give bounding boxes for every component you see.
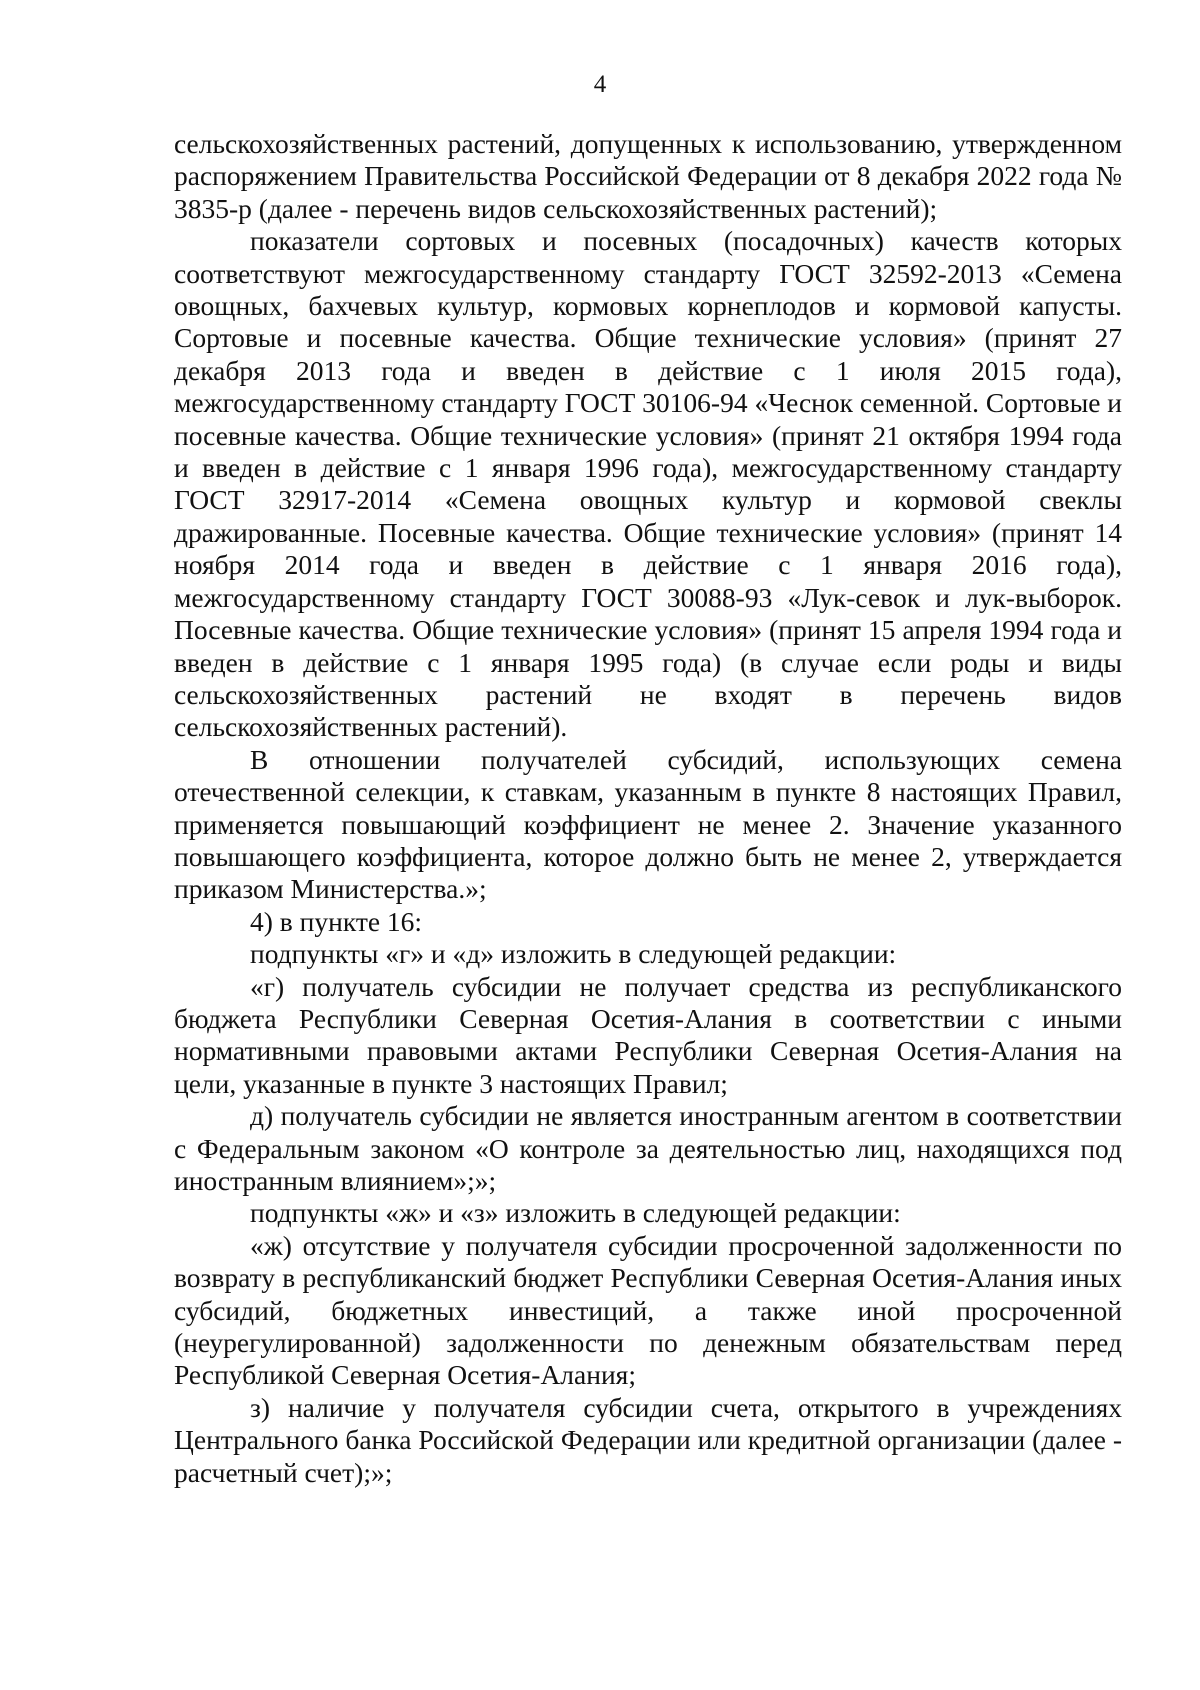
paragraph-subitem-zh: «ж) отсутствие у получателя субсидии просроченной задолженности по возврату в республиканский бюджет Республики Северная Осетия-Алания иных субсидий, бюджетных инвестиций, а также иной просроченной (неурегулированной) задолженности по денежным обязательствам перед Республикой Северная Осетия-Алания; [174, 1229, 1122, 1391]
paragraph-quality-indicators: показатели сортовых и посевных (посадочных) качеств которых соответствуют межгосударственному стандарту ГОСТ 32592-2013 «Семена овощных, бахчевых культур, кормовых корнеплодов и кормовой капусты. Сортовые и посевные качества. Общие технические условия» (принят 27 декабря 2013 года и введен в действие с 1 июля 2015 года), межгосударственному стандарту ГОСТ 30106-94 «Чеснок семенной. Сортовые и посевные качества. Общие технические условия» (принят 21 октября 1994 года и введен в действие с 1 января 1996 года), межгосударственному стандарту ГОСТ 32917-2014 «Семена овощных культур и кормовой свеклы дражированные. Посевные качества. Общие технические условия» (принят 14 ноября 2014 года и введен в действие с 1 января 2016 года), межгосударственному стандарту ГОСТ 30088-93 «Лук-севок и лук-выборок. Посевные качества. Общие технические условия» (принят 15 апреля 1994 года и введен в действие с 1 января 1995 года) (в случае если роды и виды сельскохозяйственных растений не входят в перечень видов сельскохозяйственных растений). [174, 225, 1123, 743]
document-body [174, 128, 1122, 1489]
paragraph-coefficient: В отношении получателей субсидий, использующих семена отечественной селекции, к ставкам, указанным в пункте 8 настоящих Правил, применяется повышающий коэффициент не менее 2. Значение указанного повышающего коэффициента, которое должно быть не менее 2, утверждается приказом Министерства.»; [174, 743, 1122, 905]
paragraph-subitem-z: з) наличие у получателя субсидии счета, открытого в учреждениях Центрального банка Российской Федерации или кредитной организации (далее - расчетный счет);»; [174, 1391, 1122, 1488]
paragraph-subitems-g-d: подпункты «г» и «д» изложить в следующей редакции: [250, 938, 897, 970]
paragraph-subitem-d: д) получатель субсидии не является иностранным агентом в соответствии с Федеральным законом «О контроле за деятельностью лиц, находящихся под иностранным влиянием»;»; [174, 1100, 1122, 1196]
page-number: 4 [593, 71, 607, 98]
paragraph-subitem-g: «г) получатель субсидии не получает средства из республиканского бюджета Республики Северная Осетия-Алания в соответствии с иными нормативными правовыми актами Республики Северная Осетия-Алания на цели, указанные в пункте 3 настоящих Правил; [174, 970, 1122, 1099]
paragraph-continuation: сельскохозяйственных растений, допущенных к использованию, утвержденном распоряжением Правительства Российской Федерации от 8 декабря 2022 года № 3835-р (далее - перечень видов сельскохозяйственных растений); [174, 128, 1122, 224]
paragraph-subitems-zh-z: подпункты «ж» и «з» изложить в следующей редакции: [250, 1197, 901, 1229]
paragraph-item-4: 4) в пункте 16: [250, 905, 423, 937]
